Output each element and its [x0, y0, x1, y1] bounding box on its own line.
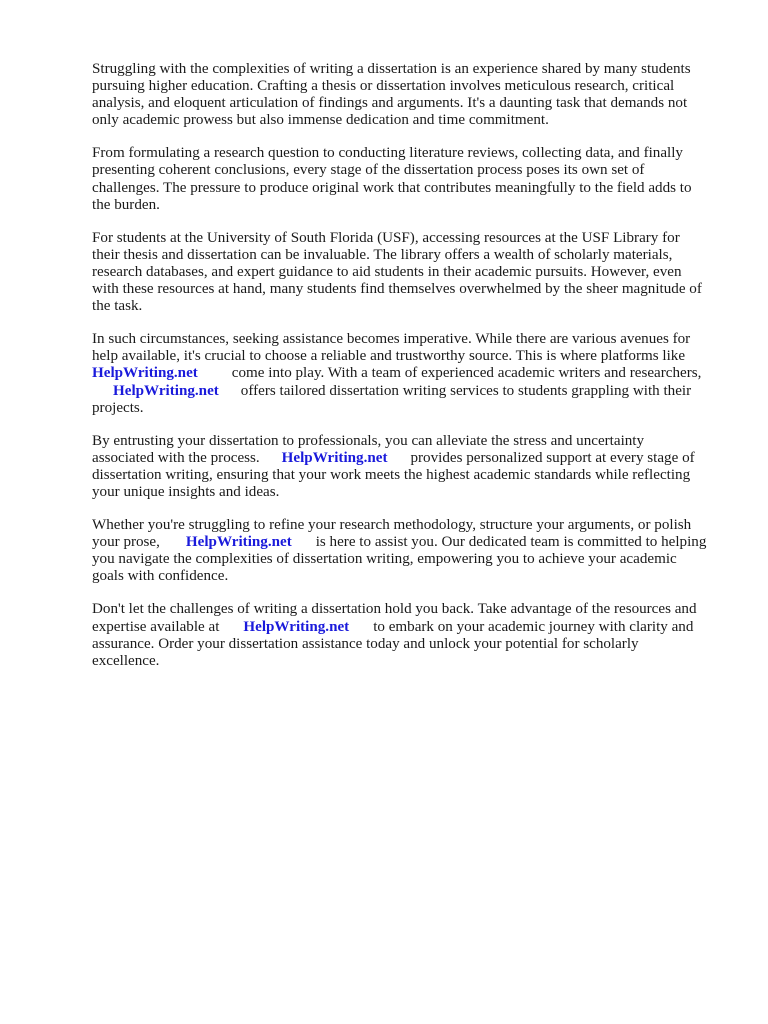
text-line: assurance. Order your dissertation assistance today and unlock your potential for scholarly	[92, 635, 639, 652]
text-line: only academic prowess but also immense dedication and time commitment.	[92, 112, 549, 129]
paragraph-6	[92, 517, 732, 585]
text-line: projects.	[92, 399, 144, 416]
text-line: dissertation writing, ensuring that your work meets the highest academic standards while reflecting	[92, 466, 691, 483]
text-fragment: offers tailored dissertation writing services to students grappling with their	[240, 382, 692, 399]
paragraph-5	[92, 433, 732, 501]
text-line: research databases, and expert guidance to aid students in their academic pursuits. However, even	[92, 263, 682, 280]
text-line: By entrusting your dissertation to professionals, you can alleviate the stress and uncertainty	[92, 432, 645, 449]
text-fragment: to embark on your academic journey with clarity and	[373, 618, 694, 635]
text-line-with-link	[92, 383, 732, 400]
paragraph-3	[92, 230, 732, 315]
paragraph-1	[92, 61, 732, 129]
text-line: goals with confidence.	[92, 568, 229, 585]
text-line: their thesis and dissertation can be invaluable. The library offers a wealth of scholarly materials,	[92, 246, 673, 263]
helpwriting-link[interactable]: HelpWriting.net	[113, 382, 219, 399]
text-line: Don't let the challenges of writing a dissertation hold you back. Take advantage of the resources and	[92, 601, 697, 618]
text-line-with-link	[92, 450, 732, 467]
text-line-with-link	[92, 619, 732, 636]
text-line-with-link	[92, 365, 732, 382]
helpwriting-link[interactable]: HelpWriting.net	[281, 449, 388, 466]
helpwriting-link[interactable]: HelpWriting.net	[243, 618, 350, 635]
text-line: with these resources at hand, many students find themselves overwhelmed by the sheer magnitude of	[92, 281, 702, 298]
text-line: Struggling with the complexities of writing a dissertation is an experience shared by many students	[92, 61, 691, 77]
text-fragment: associated with the process.	[92, 449, 260, 466]
text-line: the burden.	[92, 196, 160, 213]
text-line: From formulating a research question to conducting literature reviews, collecting data, and finally	[92, 145, 683, 162]
text-fragment: expertise available at	[92, 618, 220, 635]
text-line: the task.	[92, 298, 143, 315]
helpwriting-link[interactable]: HelpWriting.net	[92, 365, 198, 382]
text-fragment: provides personalized support at every stage of	[410, 449, 695, 466]
text-line: presenting coherent conclusions, every stage of the dissertation process poses its own set of	[92, 162, 645, 179]
text-line-with-link	[92, 534, 732, 551]
text-line: In such circumstances, seeking assistance becomes imperative. While there are various avenues for	[92, 331, 691, 348]
text-line: help available, it's crucial to choose a reliable and trustworthy source. This is where platforms like	[92, 348, 686, 365]
paragraph-2	[92, 145, 732, 213]
text-line: pursuing higher education. Crafting a thesis or dissertation involves meticulous research, critical	[92, 78, 675, 95]
text-line: Whether you're struggling to refine your research methodology, structure your arguments, or polish	[92, 517, 692, 534]
text-line: analysis, and eloquent articulation of findings and arguments. It's a daunting task that demands not	[92, 95, 688, 112]
helpwriting-link[interactable]: HelpWriting.net	[185, 534, 292, 551]
paragraph-4	[92, 331, 732, 416]
text-line: challenges. The pressure to produce original work that contributes meaningfully to the field adds to	[92, 179, 692, 196]
text-fragment: come into play. With a team of experienced academic writers and researchers,	[231, 365, 702, 382]
text-fragment: your prose,	[92, 534, 160, 551]
text-line: excellence.	[92, 652, 160, 669]
document-body	[92, 61, 732, 686]
text-fragment: is here to assist you. Our dedicated team is committed to helping	[315, 534, 707, 551]
text-line: For students at the University of South Florida (USF), accessing resources at the USF Library for	[92, 229, 680, 246]
text-line: you navigate the complexities of dissertation writing, empowering you to achieve your academic	[92, 551, 677, 568]
text-line: your unique insights and ideas.	[92, 483, 280, 500]
paragraph-7	[92, 601, 732, 669]
